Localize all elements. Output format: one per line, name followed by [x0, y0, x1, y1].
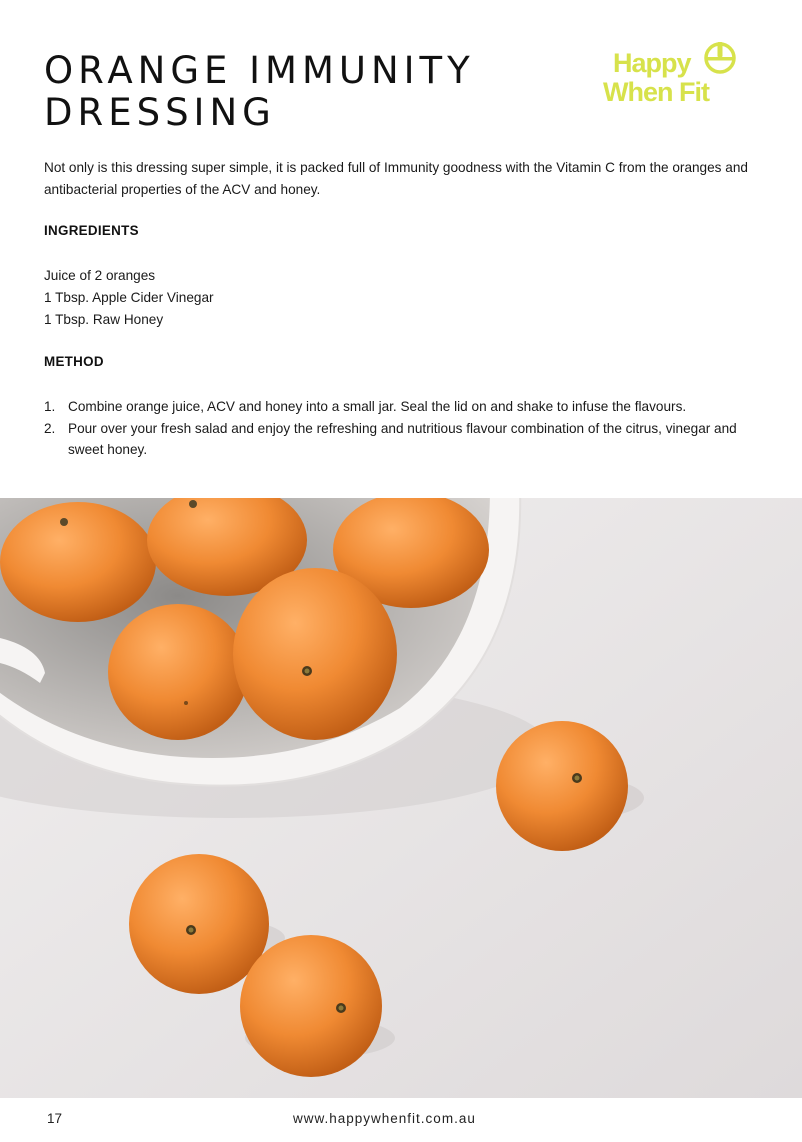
ingredient-item: Juice of 2 oranges — [44, 268, 156, 283]
logo-text-line-2: When Fit — [603, 77, 709, 107]
method-steps — [44, 396, 764, 461]
orange-fruit — [108, 604, 248, 740]
orange-fruit — [129, 854, 269, 994]
orange-fruit — [233, 568, 397, 740]
website-url: www.happywhenfit.com.au — [293, 1111, 476, 1126]
method-step — [44, 396, 764, 418]
method-step — [44, 418, 764, 461]
recipe-title — [44, 50, 475, 134]
step-number: 2. — [44, 420, 56, 436]
intro-paragraph: Not only is this dressing super simple, it is packed full of Immunity goodness with the Vitamin C from the oranges and antibacterial properties of the ACV and honey. — [44, 160, 748, 197]
step-text: Pour over your fresh salad and enjoy the refreshing and nutritious flavour combination of the citrus, vinegar and sweet honey. — [68, 420, 737, 457]
page-number: 17 — [47, 1111, 63, 1126]
orange-fruit — [240, 935, 382, 1077]
orange-fruit — [496, 721, 628, 851]
happy-when-fit-logo — [603, 40, 738, 110]
ingredients-list — [44, 265, 214, 331]
ingredient-item: 1 Tbsp. Apple Cider Vinegar — [44, 290, 214, 305]
power-clock-icon — [702, 40, 738, 76]
logo-text-line-1: Happy — [613, 48, 691, 78]
ingredient-item: 1 Tbsp. Raw Honey — [44, 312, 164, 327]
step-text: Combine orange juice, ACV and honey into a small jar. Seal the lid on and shake to infuse the flavours. — [68, 399, 687, 414]
oranges-photo — [0, 498, 802, 1098]
ingredients-heading: INGREDIENTS — [44, 223, 139, 238]
recipe-title-line-1: ORANGE IMMUNITY — [44, 49, 475, 92]
oranges-illustration — [0, 498, 802, 1098]
method-heading: METHOD — [44, 354, 104, 369]
step-number: 1. — [44, 399, 56, 414]
recipe-title-line-2: DRESSING — [44, 91, 276, 134]
orange-fruit — [0, 502, 156, 622]
